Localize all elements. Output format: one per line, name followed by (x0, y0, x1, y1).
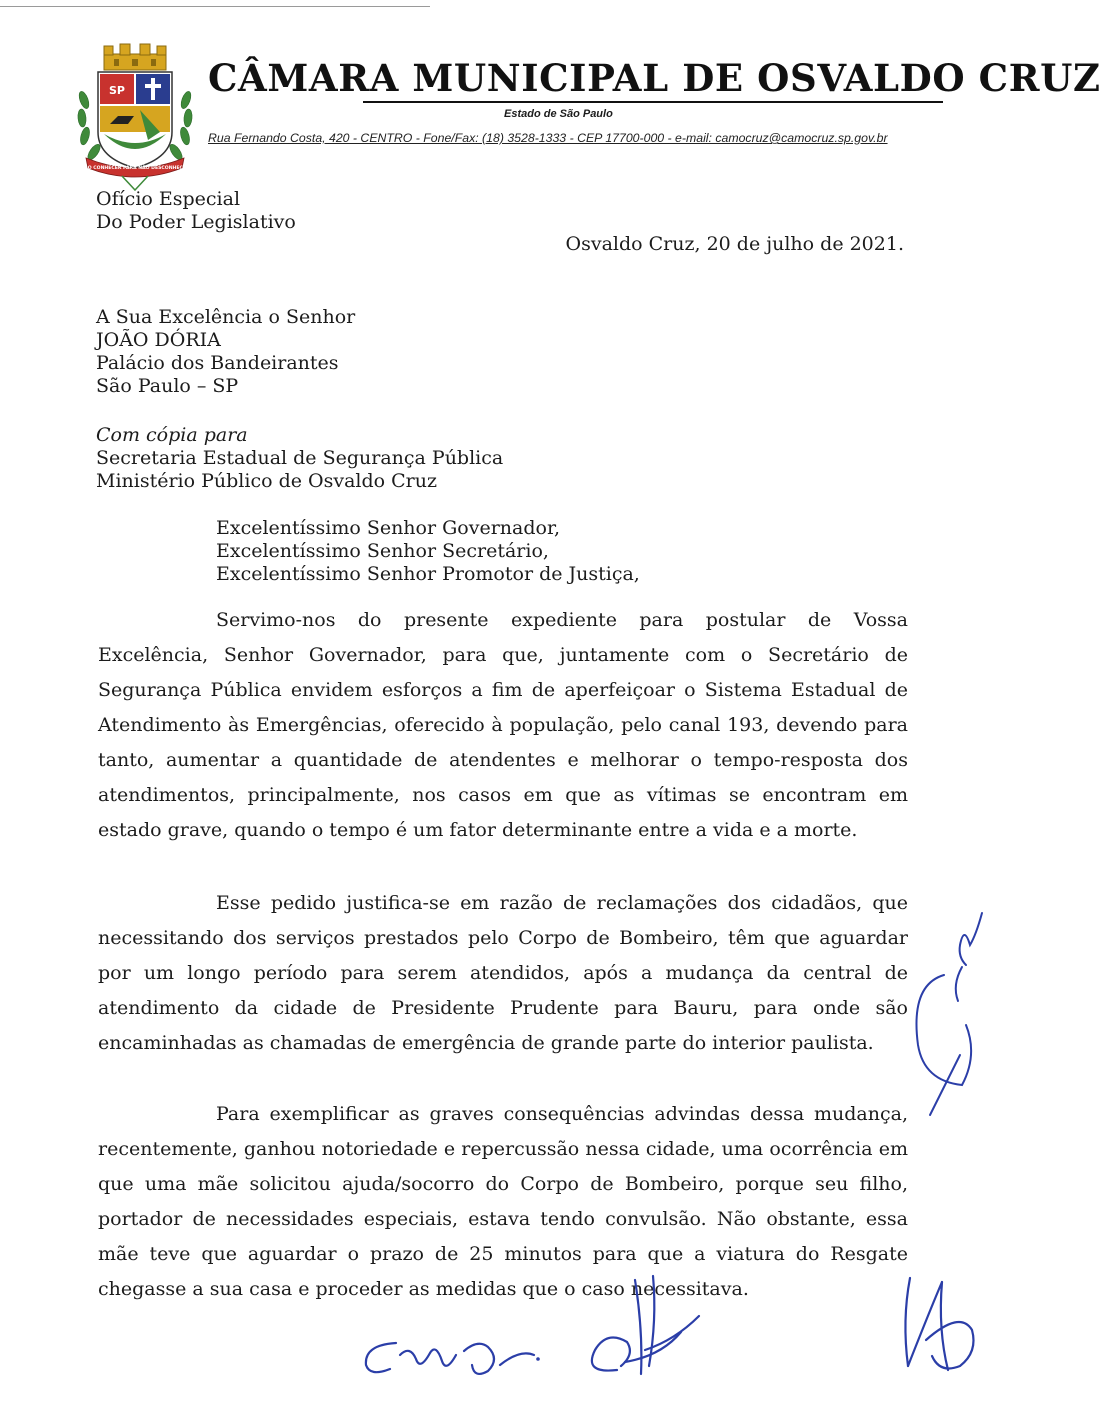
title-underline (363, 101, 943, 103)
margin-initials-signature (900, 905, 995, 1120)
copy-line-2: Ministério Público de Osvaldo Cruz (96, 470, 437, 492)
body-paragraph-2: Esse pedido justifica-se em razão de reclamações dos cidadãos, que necessitando dos serviços prestados pelo Corpo de Bombeiro, têm que aguardar por um longo período para serem atendidos, após a mudança da central de atendimento da cidade de Presidente Prudente para Bauru, para onde são encaminhadas as chamadas de emergência de grande parte do interior paulista. (98, 892, 908, 1054)
municipal-crest-icon (74, 40, 196, 190)
state-subtitle: Estado de São Paulo (504, 108, 613, 120)
body-paragraph-3: Para exemplificar as graves consequências advindas dessa mudança, recentemente, ganhou notoriedade e repercussão nessa cidade, uma ocorrência em que uma mãe solicitou ajuda/socorro do Corpo de Bombeiro, porque seu filho, portador de necessidades especiais, estava tendo convulsão. Não obstante, essa mãe teve que aguardar o prazo de 25 minutos para que a viatura do Resgate chegasse a sua casa e proceder as medidas que o caso necessitava. (98, 1103, 908, 1300)
salutation-2: Excelentíssimo Senhor Secretário, (216, 540, 549, 562)
copy-line-1: Secretaria Estadual de Segurança Pública (96, 447, 504, 469)
letterhead (208, 56, 1101, 145)
office-designation (96, 188, 296, 234)
recipient-line-1: A Sua Excelência o Senhor (96, 306, 356, 328)
salutation-1: Excelentíssimo Senhor Governador, (216, 517, 560, 539)
signature-3 (890, 1270, 980, 1380)
recipient-line-4: São Paulo – SP (96, 375, 239, 397)
crest-sp-text: SP (109, 84, 125, 97)
scan-edge-line (0, 6, 430, 7)
copy-block (96, 424, 503, 493)
office-line-2: Do Poder Legislativo (96, 211, 296, 233)
crest-ribbon-text: NÃO CONHECER PARA NÃO DESCONHECER (80, 166, 190, 171)
salutation-3: Excelentíssimo Senhor Promotor de Justiça, (216, 563, 640, 585)
recipient-line-3: Palácio dos Bandeirantes (96, 352, 339, 374)
recipient-block (96, 306, 355, 398)
signature-1 (360, 1325, 540, 1395)
signature-2 (565, 1270, 705, 1385)
recipient-name: JOÃO DÓRIA (96, 329, 221, 351)
contact-address: Rua Fernando Costa, 420 - CENTRO - Fone/Fax: (18) 3528-1333 - CEP 17700-000 - e-mail: camocruz@camocruz.sp.gov.br (208, 131, 888, 145)
salutations (216, 517, 640, 586)
body-paragraph-1: Servimo-nos do presente expediente para postular de Vossa Excelência, Senhor Governador, para que, juntamente com o Secretário de Segurança Pública envidem esforços a fim de aperfeiçoar o Sistema Estadual de Atendimento às Emergências, oferecido à população, pelo canal 193, devendo para tanto, aumentar a quantidade de atendentes e melhorar o tempo-resposta dos atendimentos, principalmente, nos casos em que as vítimas se encontram em estado grave, quando o tempo é um fator determinante entre a vida e a morte. (98, 609, 908, 841)
copy-label: Com cópia para (96, 424, 248, 446)
office-line-1: Ofício Especial (96, 188, 241, 210)
chamber-title: CÂMARA MUNICIPAL DE OSVALDO CRUZ (208, 56, 1101, 100)
letter-date: Osvaldo Cruz, 20 de julho de 2021. (565, 233, 904, 255)
